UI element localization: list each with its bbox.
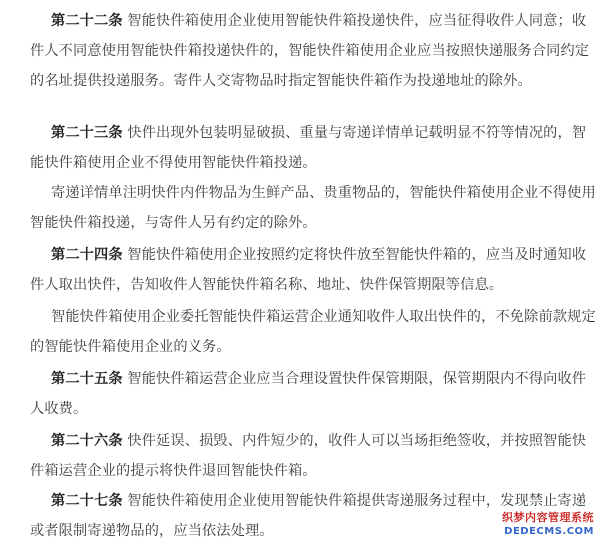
- watermark-domain: DEDECMS.COM: [504, 526, 594, 537]
- watermark: [478, 511, 594, 539]
- article-23-second-paragraph: [30, 178, 600, 238]
- article-22-paragraph: [30, 6, 600, 96]
- article-number: 第二十六条: [51, 433, 123, 449]
- article-text: 智能快件箱运营企业应当合理设置快件保管期限，保管期限内不得向收件人收费。: [30, 371, 587, 417]
- article-24-paragraph: [30, 240, 600, 300]
- article-text: 快件延误、损毁、内件短少的，收件人可以当场拒绝签收，并按照智能快件箱运营企业的提示将快件退回智能快件箱。: [30, 433, 587, 479]
- watermark-title: 织梦内容管理系统: [502, 511, 594, 524]
- article-text: 智能快件箱使用企业使用智能快件箱提供寄递服务过程中，发现禁止寄递或者限制寄递物品的，应当依法处理。: [30, 493, 587, 539]
- article-text: 智能快件箱使用企业委托智能快件箱运营企业通知收件人取出快件的，不免除前款规定的智能快件箱使用企业的义务。: [30, 309, 596, 355]
- article-number: 第二十七条: [51, 493, 123, 509]
- article-25-paragraph: [30, 364, 600, 424]
- article-text: 快件出现外包装明显破损、重量与寄递详情单记载明显不符等情况的，智能快件箱使用企业不得使用智能快件箱投递。: [30, 125, 587, 171]
- article-24-second-paragraph: [30, 302, 600, 362]
- article-number: 第二十五条: [51, 371, 123, 387]
- article-text: 寄递详情单注明快件内件物品为生鲜产品、贵重物品的，智能快件箱使用企业不得使用智能快件箱投递，与寄件人另有约定的除外。: [30, 185, 596, 231]
- article-number: 第二十三条: [51, 125, 123, 141]
- article-23-paragraph: [30, 118, 600, 178]
- article-number: 第二十二条: [51, 13, 123, 29]
- article-number: 第二十四条: [51, 247, 123, 263]
- article-text: 智能快件箱使用企业按照约定将快件放至智能快件箱的，应当及时通知收件人取出快件，告知收件人智能快件箱名称、地址、快件保管期限等信息。: [30, 247, 587, 293]
- article-text: 智能快件箱使用企业使用智能快件箱投递快件，应当征得收件人同意；收件人不同意使用智能快件箱投递快件的，智能快件箱使用企业应当按照快递服务合同约定的名址提供投递服务。寄件人交寄物品时指定智能快件箱作为投递地址的除外。: [30, 13, 590, 89]
- article-26-paragraph: [30, 426, 600, 486]
